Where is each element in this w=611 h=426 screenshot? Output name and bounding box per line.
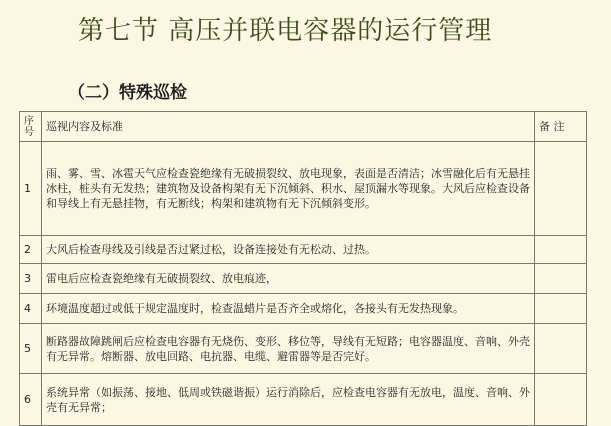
row-number: 3 (20, 264, 42, 294)
row-number: 4 (20, 294, 42, 324)
row-remark (535, 264, 587, 294)
row-number: 6 (20, 374, 42, 426)
table-header-row (20, 112, 587, 142)
row-content: 雨、雾、雪、冰雹天气应检查瓷绝缘有无破损裂纹、放电现象，表面是否清洁；冰雪融化后有无悬挂冰柱，桩头有无发热；建筑物及设备构架有无下沉倾斜、积水、屋顶漏水等现象。大风后应检查设备和导线上有无悬挂物，有无断线；构架和建筑物有无下沉倾斜变形。 (42, 142, 535, 236)
section-title: （二）特殊巡检 (68, 83, 187, 103)
row-number: 2 (20, 236, 42, 264)
header-content: 巡视内容及标准 (42, 112, 535, 142)
row-remark (535, 142, 587, 236)
row-content: 雷电后应检查瓷绝缘有无破损裂纹、放电痕迹， (42, 264, 535, 294)
row-number: 5 (20, 324, 42, 374)
table-row (20, 374, 587, 426)
header-remark: 备 注 (535, 112, 587, 142)
table-row (20, 324, 587, 374)
row-remark (535, 236, 587, 264)
row-number: 1 (20, 142, 42, 236)
row-remark (535, 324, 587, 374)
table-row (20, 142, 587, 236)
row-content: 大风后检查母线及引线是否过紧过松，设备连接处有无松动、过热。 (42, 236, 535, 264)
row-remark (535, 294, 587, 324)
table-row (20, 236, 587, 264)
row-content: 环境温度超过或低于规定温度时，检查温蜡片是否齐全或熔化，各接头有无发热现象。 (42, 294, 535, 324)
table-row (20, 294, 587, 324)
inspection-table (19, 111, 587, 426)
header-no: 序号 (20, 112, 42, 142)
row-remark (535, 374, 587, 426)
page-title: 第七节 高压并联电容器的运行管理 (78, 16, 493, 46)
row-content: 断路器故障跳闸后应检查电容器有无烧伤、变形、移位等，导线有无短路；电容器温度、音响、外壳有无异常。熔断器、放电回路、电抗器、电缆、避雷器等是否完好。 (42, 324, 535, 374)
row-content: 系统异常（如振荡、接地、低周或铁磁谐振）运行消除后，应检查电容器有无放电，温度、音响、外壳有无异常； (42, 374, 535, 426)
table-row (20, 264, 587, 294)
